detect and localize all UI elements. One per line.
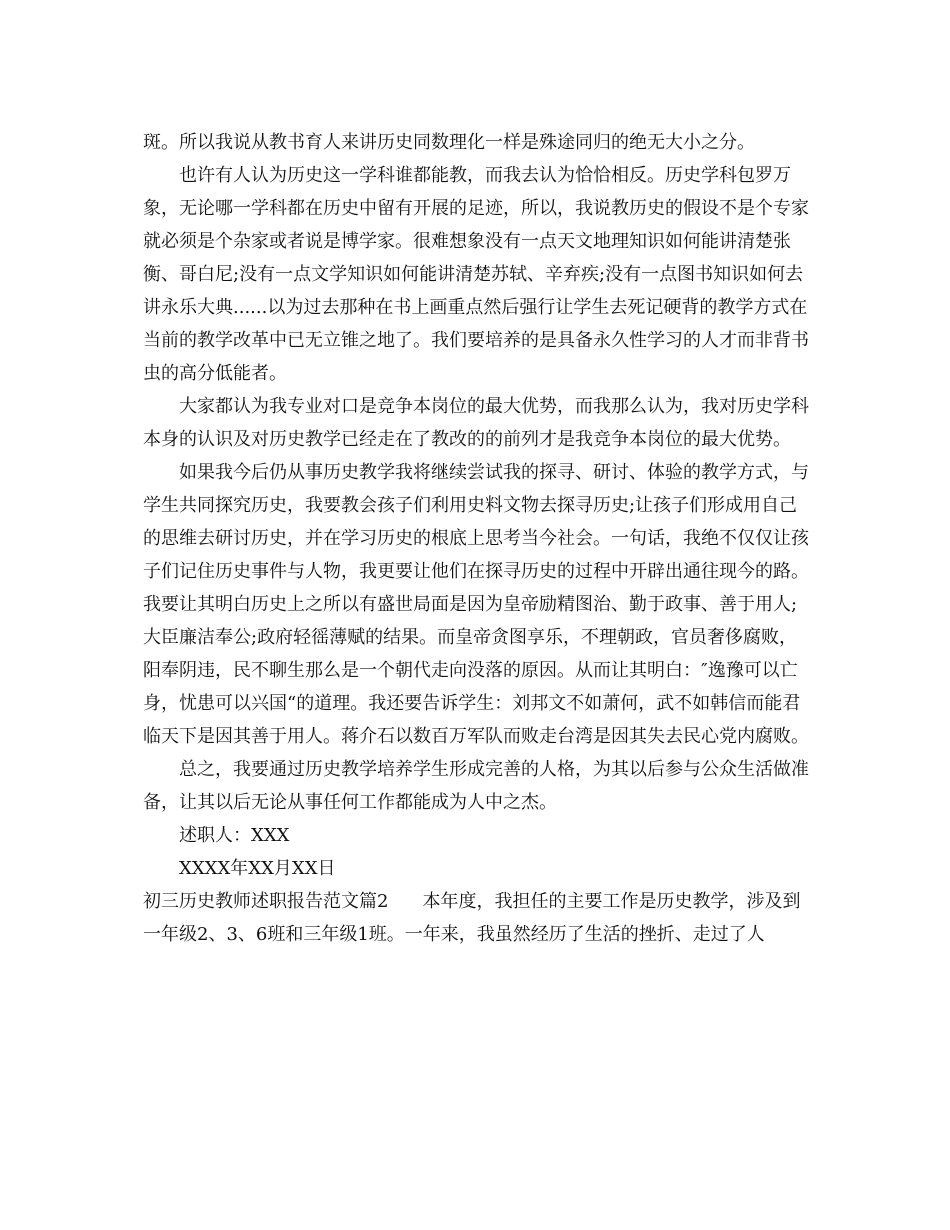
paragraph-future-plan: 如果我今后仍从事历史教学我将继续尝试我的探寻、研讨、体验的教学方式，与学生共同探究历史，我要教会孩子们利用史料文物去探寻历史;让孩子们形成用自己的思维去研讨历史，并在学习历史的根底上思考当今社会。一句话，我绝不仅仅让孩子们记住历史事件与人物，我更要让他们在探寻历史的过程中开辟出通往现今的路。我要让其明白历史上之所以有盛世局面是因为皇帝励精图治、勤于政事、善于用人;大臣廉洁奉公;政府轻徭薄赋的结果。而皇帝贪图享乐，不理朝政，官员奢侈腐败，阳奉阴违，民不聊生那么是一个朝代走向没落的原因。从而让其明白：″逸豫可以亡身，忧患可以兴国“的道理。我还要告诉学生：刘邦文不如萧何，武不如韩信而能君临天下是因其善于用人。蒋介石以数百万军队而败走台湾是因其失去民心党内腐败。: [143, 462, 809, 747]
paragraph-conclusion: 总之，我要通过历史教学培养学生形成完善的人格，为其以后参与公众生活做准备，让其以后无论从事任何工作都能成为人中之杰。: [143, 759, 809, 813]
report-date: XXXX年XX月XX日: [179, 858, 336, 879]
document-body: [143, 126, 811, 951]
paragraph-history-breadth: 也许有人认为历史这一学科谁都能教，而我去认为恰恰相反。历史学科包罗万象，无论哪一学科都在历史中留有开展的足迹，所以，我说教历史的假设不是个专家就必须是个杂家或者说是博学家。很难想象没有一点天文地理知识如何能讲清楚张衡、哥白尼;没有一点文学知识如何能讲清楚苏轼、辛弃疾;没有一点图书知识如何去讲永乐大典......以为过去那种在书上画重点然后强行让学生去死记硬背的教学方式在当前的教学改革中已无立锥之地了。我们要培养的是具备永久性学习的人才而非背书虫的高分低能者。: [143, 165, 809, 384]
paragraph-continuation: 斑。所以我说从教书育人来讲历史同数理化一样是殊途同归的绝无大小之分。: [143, 132, 755, 153]
next-report-line: [143, 885, 811, 951]
next-report-intro: 本年度，我担任的主要工作是历史教学，涉及到一年级2、3、6班和三年级1班。一年来，我虽然经历了生活的挫折、走过了人: [143, 891, 801, 945]
paragraph-advantage: 大家都认为我专业对口是竞争本岗位的最大优势，而我那么认为，我对历史学科本身的认识及对历史教学已经走在了教改的的前列才是我竞争本岗位的最大优势。: [143, 396, 809, 450]
signature: 述职人：XXX: [179, 825, 290, 846]
next-report-title: 初三历史教师述职报告范文篇2: [143, 891, 389, 912]
